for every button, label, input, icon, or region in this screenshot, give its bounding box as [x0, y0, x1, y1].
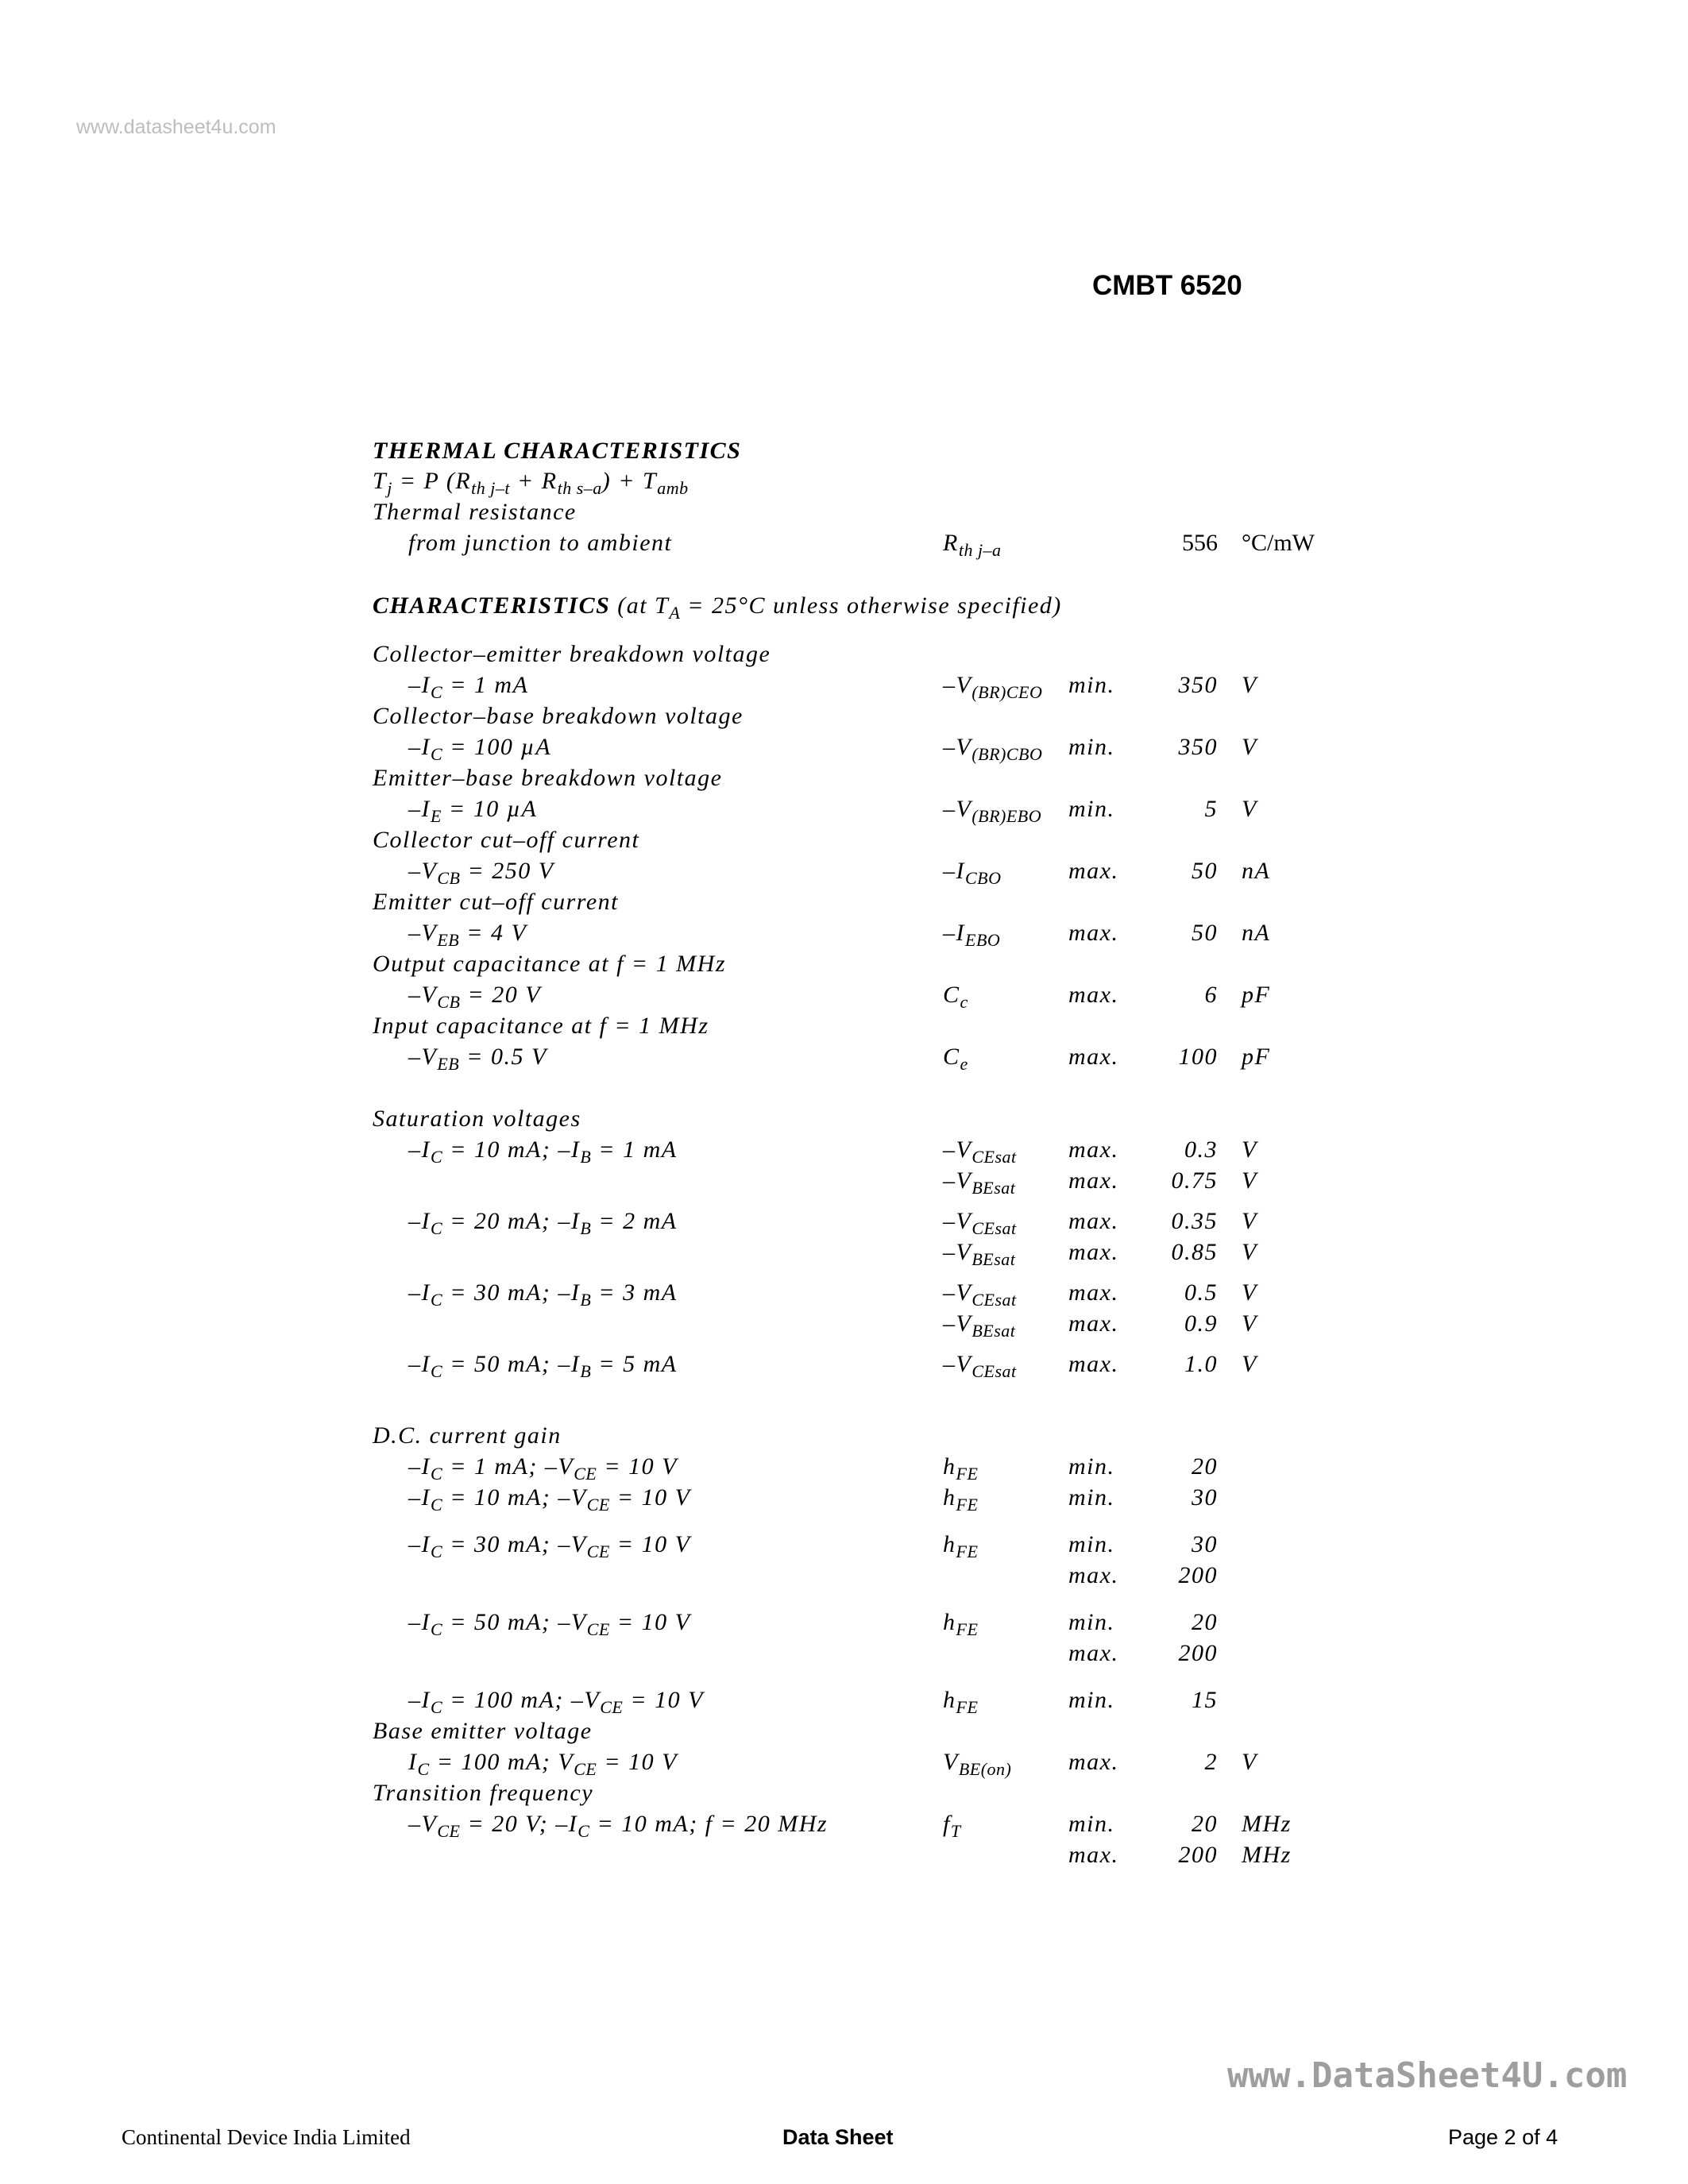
saturation-unit: V: [1242, 1208, 1257, 1234]
saturation-symbol: $-V_{BEsat}$: [943, 1167, 1016, 1198]
test-condition: $-V_{EB} = 4$ V: [408, 920, 527, 950]
ft-unit: MHz: [1242, 1842, 1292, 1868]
test-condition: $-V_{CB} = 20$ V: [408, 982, 542, 1012]
param-limit-type: max.: [1068, 1044, 1119, 1070]
saturation-limit-type: max.: [1068, 1351, 1119, 1377]
current-gain-symbol: $h_{FE}$: [943, 1531, 979, 1561]
footer-company: Continental Device India Limited: [122, 2125, 411, 2149]
param-unit: nA: [1242, 920, 1271, 946]
saturation-unit: V: [1242, 1167, 1257, 1194]
footer-doc-type: Data Sheet: [782, 2125, 894, 2149]
ft-limit-type: max.: [1068, 1842, 1119, 1868]
ft-label: Transition frequency: [373, 1780, 594, 1806]
current-gain-condition: $-I_C = 30$ mA; $-V_{CE} = 10$ V: [408, 1531, 691, 1561]
param-value: 6: [1204, 982, 1218, 1008]
current-gain-value: 30: [1192, 1531, 1218, 1557]
current-gain-limit-type: min.: [1068, 1609, 1115, 1635]
current-gain-symbol: $h_{FE}$: [943, 1484, 979, 1515]
saturation-limit-type: max.: [1068, 1279, 1119, 1306]
watermark-logo: www.DataSheet4U.com: [1227, 2055, 1628, 2096]
thermal-label: Thermal resistance: [373, 499, 577, 525]
saturation-unit: V: [1242, 1351, 1257, 1377]
ft-value: 20: [1192, 1811, 1218, 1837]
vbe-symbol: $V_{BE(on)}$: [943, 1749, 1012, 1779]
current-gain-value: 200: [1178, 1562, 1218, 1588]
thermal-condition: from junction to ambient: [408, 530, 673, 556]
saturation-unit: V: [1242, 1136, 1257, 1163]
param-label: Input capacitance at f = 1 MHz: [373, 1013, 709, 1039]
param-limit-type: min.: [1068, 672, 1115, 698]
thermal-heading: THERMAL CHARACTERISTICS: [373, 438, 742, 464]
vbe-label: Base emitter voltage: [373, 1718, 593, 1744]
test-condition: $-I_C = 1$ mA: [408, 672, 529, 702]
param-symbol: $C_e$: [943, 1044, 968, 1074]
param-limit-type: max.: [1068, 858, 1119, 884]
saturation-condition: $-I_C = 20$ mA; $-I_B = 2$ mA: [408, 1208, 678, 1238]
ft-unit: MHz: [1242, 1811, 1292, 1837]
param-label: Collector–base breakdown voltage: [373, 703, 744, 729]
saturation-condition: $-I_C = 10$ mA; $-I_B = 1$ mA: [408, 1136, 678, 1167]
saturation-label: Saturation voltages: [373, 1106, 581, 1132]
param-limit-type: min.: [1068, 796, 1115, 822]
ft-limit-type: min.: [1068, 1811, 1115, 1837]
current-gain-symbol: $h_{FE}$: [943, 1453, 979, 1484]
saturation-limit-type: max.: [1068, 1208, 1119, 1234]
param-unit: pF: [1242, 1044, 1271, 1070]
param-value: 100: [1178, 1044, 1218, 1070]
param-limit-type: max.: [1068, 920, 1119, 946]
param-value: 50: [1192, 858, 1218, 884]
param-unit: pF: [1242, 982, 1271, 1008]
thermal-unit: °C/mW: [1242, 530, 1315, 556]
saturation-value: 0.85: [1171, 1239, 1218, 1265]
saturation-condition: $-I_C = 50$ mA; $-I_B = 5$ mA: [408, 1351, 678, 1381]
thermal-symbol: $R_{th j-a}$: [943, 530, 1002, 560]
current-gain-limit-type: min.: [1068, 1453, 1115, 1480]
param-unit: V: [1242, 796, 1257, 822]
thermal-formula: $T_j = P$ $(R_{th j-t} + R_{th s-a}) + T_{amb}$: [373, 468, 689, 498]
current-gain-limit-type: max.: [1068, 1640, 1119, 1666]
saturation-symbol: $-V_{CEsat}$: [943, 1279, 1017, 1310]
current-gain-value: 20: [1192, 1609, 1218, 1635]
saturation-symbol: $-V_{CEsat}$: [943, 1136, 1017, 1167]
param-unit: nA: [1242, 858, 1271, 884]
param-value: 350: [1178, 734, 1218, 760]
param-limit-type: max.: [1068, 982, 1119, 1008]
saturation-symbol: $-V_{CEsat}$: [943, 1208, 1017, 1238]
saturation-value: 0.35: [1171, 1208, 1218, 1234]
saturation-symbol: $-V_{BEsat}$: [943, 1239, 1016, 1269]
param-label: Emitter–base breakdown voltage: [373, 765, 723, 791]
current-gain-value: 200: [1178, 1640, 1218, 1666]
current-gain-condition: $-I_C = 10$ mA; $-V_{CE} = 10$ V: [408, 1484, 691, 1515]
param-symbol: $-V_{(BR)EBO}$: [943, 796, 1042, 826]
current-gain-value: 20: [1192, 1453, 1218, 1480]
saturation-value: 0.9: [1184, 1310, 1218, 1337]
saturation-symbol: $-V_{CEsat}$: [943, 1351, 1017, 1381]
characteristics-heading: CHARACTERISTICS (at $T_A = 25^\circ C$ unless otherwise specified): [373, 592, 1062, 623]
saturation-symbol: $-V_{BEsat}$: [943, 1310, 1016, 1341]
vbe-value: 2: [1204, 1749, 1218, 1775]
param-value: 5: [1204, 796, 1218, 822]
saturation-unit: V: [1242, 1279, 1257, 1306]
current-gain-limit-type: min.: [1068, 1531, 1115, 1557]
test-condition: $-V_{CB} = 250$ V: [408, 858, 554, 888]
param-symbol: $-V_{(BR)CEO}$: [943, 672, 1043, 702]
param-value: 350: [1178, 672, 1218, 698]
current-gain-condition: $-I_C = 1$ mA; $-V_{CE} = 10$ V: [408, 1453, 678, 1484]
saturation-condition: $-I_C = 30$ mA; $-I_B = 3$ mA: [408, 1279, 678, 1310]
saturation-unit: V: [1242, 1239, 1257, 1265]
saturation-limit-type: max.: [1068, 1136, 1119, 1163]
saturation-value: 1.0: [1184, 1351, 1218, 1377]
param-symbol: $-V_{(BR)CBO}$: [943, 734, 1043, 764]
param-label: Output capacitance at f = 1 MHz: [373, 951, 727, 977]
current-gain-symbol: $h_{FE}$: [943, 1609, 979, 1639]
watermark-url: www.datasheet4u.com: [76, 116, 276, 138]
current-gain-limit-type: min.: [1068, 1484, 1115, 1511]
param-unit: V: [1242, 672, 1257, 698]
test-condition: $-I_C = 100$ µA: [408, 734, 552, 764]
saturation-value: 0.3: [1184, 1136, 1218, 1163]
current-gain-value: 30: [1192, 1484, 1218, 1511]
current-gain-condition: $-I_C = 100$ mA; $-V_{CE} = 10$ V: [408, 1687, 704, 1717]
current-gain-symbol: $h_{FE}$: [943, 1687, 979, 1717]
vbe-unit: V: [1242, 1749, 1257, 1775]
vbe-condition: $I_C = 100$ mA; $V_{CE} = 10$ V: [408, 1749, 678, 1779]
param-symbol: $C_c$: [943, 982, 968, 1012]
param-label: Emitter cut–off current: [373, 889, 620, 915]
thermal-value: 556: [1182, 530, 1218, 556]
param-symbol: $-I_{EBO}$: [943, 920, 1001, 950]
test-condition: $-I_E = 10$ µA: [408, 796, 538, 826]
current-gain-limit-type: min.: [1068, 1687, 1115, 1713]
ft-value: 200: [1178, 1842, 1218, 1868]
param-unit: V: [1242, 734, 1257, 760]
ft-symbol: $f_T$: [943, 1811, 961, 1841]
saturation-limit-type: max.: [1068, 1310, 1119, 1337]
current-gain-limit-type: max.: [1068, 1562, 1119, 1588]
vbe-limit-type: max.: [1068, 1749, 1119, 1775]
current-gain-label: D.C. current gain: [373, 1422, 562, 1449]
param-symbol: $-I_{CBO}$: [943, 858, 1002, 888]
ft-condition: $-V_{CE} = 20$ V; $-I_C = 10$ mA; f = 20 MHz: [408, 1811, 829, 1841]
param-limit-type: min.: [1068, 734, 1115, 760]
current-gain-condition: $-I_C = 50$ mA; $-V_{CE} = 10$ V: [408, 1609, 691, 1639]
test-condition: $-V_{EB} = 0.5$ V: [408, 1044, 547, 1074]
footer-page: Page 2 of 4: [1448, 2125, 1559, 2149]
param-label: Collector–emitter breakdown voltage: [373, 641, 771, 667]
saturation-limit-type: max.: [1068, 1167, 1119, 1194]
param-label: Collector cut–off current: [373, 827, 640, 853]
current-gain-value: 15: [1192, 1687, 1218, 1713]
part-number: CMBT 6520: [1092, 270, 1242, 301]
param-value: 50: [1192, 920, 1218, 946]
saturation-limit-type: max.: [1068, 1239, 1119, 1265]
saturation-unit: V: [1242, 1310, 1257, 1337]
saturation-value: 0.5: [1184, 1279, 1218, 1306]
saturation-value: 0.75: [1171, 1167, 1218, 1194]
